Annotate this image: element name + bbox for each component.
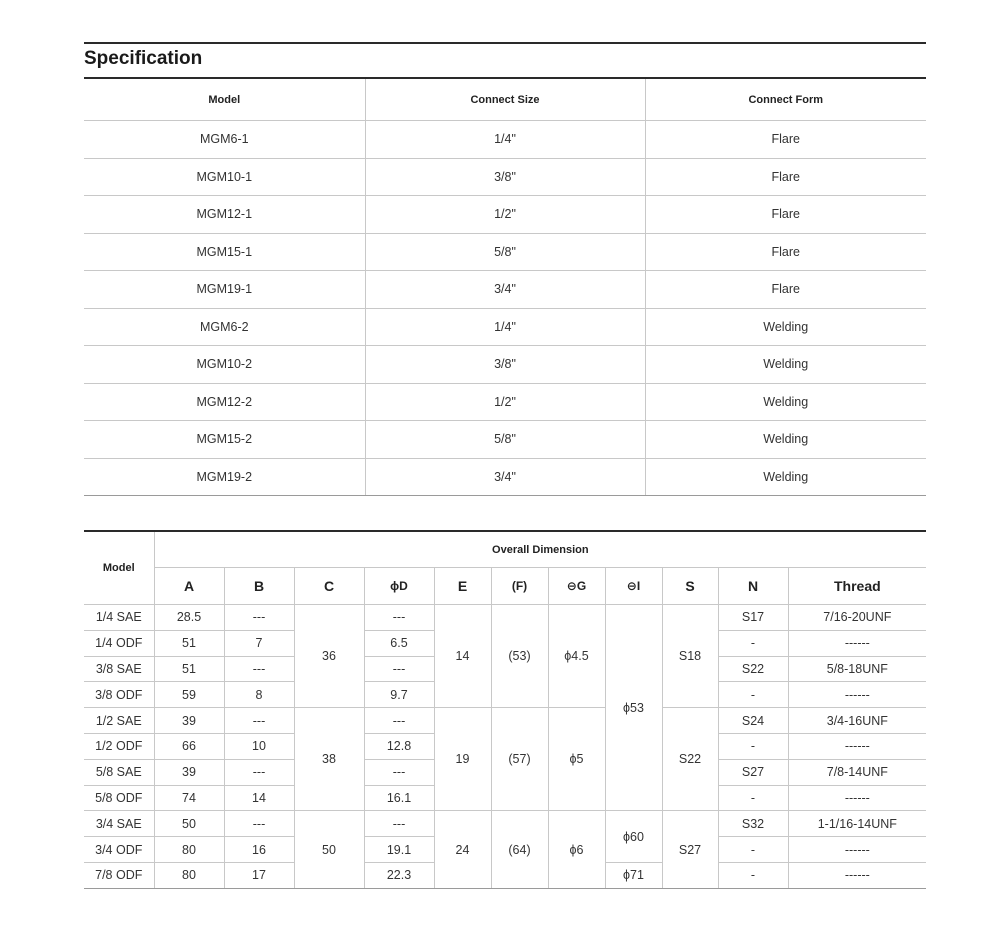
dim-thread: ------ [788,862,926,888]
dim-model: 3/4 SAE [84,811,154,837]
table-row [84,458,926,496]
spec-form: Welding [645,421,926,459]
dim-n: - [718,862,788,888]
dim-f: (53) [491,605,548,708]
column-header-i: ⊖I [605,568,662,605]
dim-model: 7/8 ODF [84,862,154,888]
column-header-d: ϕD [364,568,434,605]
dim-n: S22 [718,656,788,682]
dim-e: 19 [434,708,491,811]
dimension-column-header-row [84,568,926,605]
dim-model: 3/4 ODF [84,837,154,863]
column-header-g: ⊖G [548,568,605,605]
dim-c: 38 [294,708,364,811]
dim-f: (64) [491,811,548,888]
column-header-a: A [154,568,224,605]
dim-s: S22 [662,708,718,811]
specification-table [84,79,926,496]
dim-thread: ------ [788,837,926,863]
dim-n: S17 [718,605,788,631]
dim-model: 1/4 ODF [84,630,154,656]
spec-model: MGM15-2 [84,421,365,459]
dim-e: 24 [434,811,491,888]
dim-b: 8 [224,682,294,708]
spec-size: 1/4" [365,121,645,159]
dim-d: --- [364,708,434,734]
dim-n: - [718,733,788,759]
dim-e: 14 [434,605,491,708]
dim-d: 9.7 [364,682,434,708]
dim-c: 36 [294,605,364,708]
column-header-c: C [294,568,364,605]
spec-header-row [84,79,926,121]
dim-model: 5/8 ODF [84,785,154,811]
dim-n: S24 [718,708,788,734]
dim-n: S32 [718,811,788,837]
dim-n: - [718,682,788,708]
top-rule [84,42,926,44]
spec-form: Welding [645,346,926,384]
table-row [84,158,926,196]
table-row [84,605,926,631]
dim-a: 59 [154,682,224,708]
dim-c: 50 [294,811,364,888]
table-row [84,196,926,234]
dim-d: 16.1 [364,785,434,811]
dim-n: S27 [718,759,788,785]
table-row [84,421,926,459]
spec-form: Flare [645,196,926,234]
dim-d: 12.8 [364,733,434,759]
dim-thread: ------ [788,682,926,708]
dim-d: --- [364,605,434,631]
dim-b: --- [224,708,294,734]
dim-i: ϕ71 [605,862,662,888]
spec-form: Flare [645,158,926,196]
spec-form: Flare [645,121,926,159]
column-header-e: E [434,568,491,605]
dim-b: --- [224,656,294,682]
dim-d: 19.1 [364,837,434,863]
dim-a: 50 [154,811,224,837]
dim-model: 1/4 SAE [84,605,154,631]
dim-a: 39 [154,759,224,785]
dim-b: 16 [224,837,294,863]
dimension-header-model: Model [84,532,154,605]
spec-size: 3/4" [365,458,645,496]
dim-thread: 3/4-16UNF [788,708,926,734]
spec-header-model: Model [84,79,365,121]
dim-a: 39 [154,708,224,734]
spec-form: Welding [645,458,926,496]
spec-model: MGM19-2 [84,458,365,496]
spec-model: MGM15-1 [84,233,365,271]
dim-a: 80 [154,862,224,888]
dim-thread: 5/8-18UNF [788,656,926,682]
dim-b: 17 [224,862,294,888]
table-row [84,271,926,309]
spec-model: MGM6-2 [84,308,365,346]
spec-form: Welding [645,308,926,346]
dimension-header-overall: Overall Dimension [154,532,926,568]
column-header-f: (F) [491,568,548,605]
dim-b: --- [224,605,294,631]
dim-n: - [718,837,788,863]
spec-size: 3/8" [365,346,645,384]
dim-thread: ------ [788,630,926,656]
dim-a: 74 [154,785,224,811]
dim-b: 10 [224,733,294,759]
page-title: Specification [84,48,203,69]
dim-i: ϕ53 [605,605,662,811]
dim-s: S18 [662,605,718,708]
table-row [84,708,926,734]
dim-n: - [718,785,788,811]
spec-size: 3/4" [365,271,645,309]
spec-model: MGM12-1 [84,196,365,234]
table-row [84,811,926,837]
table-row [84,121,926,159]
dim-thread: 1-1/16-14UNF [788,811,926,837]
dim-model: 3/8 SAE [84,656,154,682]
spec-model: MGM10-2 [84,346,365,384]
dim-thread: ------ [788,785,926,811]
dim-thread: 7/8-14UNF [788,759,926,785]
dim-model: 5/8 SAE [84,759,154,785]
column-header-n: N [718,568,788,605]
spec-header-connect-size: Connect Size [365,79,645,121]
dim-s: S27 [662,811,718,888]
table-row [84,308,926,346]
dim-n: - [718,630,788,656]
spec-form: Welding [645,383,926,421]
dim-b: --- [224,759,294,785]
dim-a: 66 [154,733,224,759]
dim-a: 80 [154,837,224,863]
table-row [84,383,926,421]
dim-d: --- [364,811,434,837]
dimension-header-row [84,532,926,568]
dim-b: --- [224,811,294,837]
table-row [84,233,926,271]
spec-model: MGM12-2 [84,383,365,421]
dim-model: 3/8 ODF [84,682,154,708]
spec-size: 1/2" [365,383,645,421]
spec-form: Flare [645,233,926,271]
spec-model: MGM6-1 [84,121,365,159]
column-header-s: S [662,568,718,605]
dim-thread: 7/16-20UNF [788,605,926,631]
spec-size: 3/8" [365,158,645,196]
dim-i: ϕ60 [605,811,662,863]
dim-a: 51 [154,630,224,656]
spec-size: 5/8" [365,421,645,459]
dim-b: 7 [224,630,294,656]
dim-b: 14 [224,785,294,811]
dim-f: (57) [491,708,548,811]
dim-a: 51 [154,656,224,682]
dim-thread: ------ [788,733,926,759]
spec-model: MGM10-1 [84,158,365,196]
spec-size: 1/2" [365,196,645,234]
dim-model: 1/2 ODF [84,733,154,759]
dim-g: ϕ5 [548,708,605,811]
dim-d: --- [364,759,434,785]
table-row [84,346,926,384]
dim-d: 22.3 [364,862,434,888]
spec-header-connect-form: Connect Form [645,79,926,121]
column-header-b: B [224,568,294,605]
spec-size: 5/8" [365,233,645,271]
spec-model: MGM19-1 [84,271,365,309]
dim-g: ϕ6 [548,811,605,888]
dim-d: 6.5 [364,630,434,656]
dim-model: 1/2 SAE [84,708,154,734]
spec-form: Flare [645,271,926,309]
dim-a: 28.5 [154,605,224,631]
dim-g: ϕ4.5 [548,605,605,708]
dim-d: --- [364,656,434,682]
dimension-table [84,532,926,889]
spec-size: 1/4" [365,308,645,346]
column-header-thread: Thread [788,568,926,605]
